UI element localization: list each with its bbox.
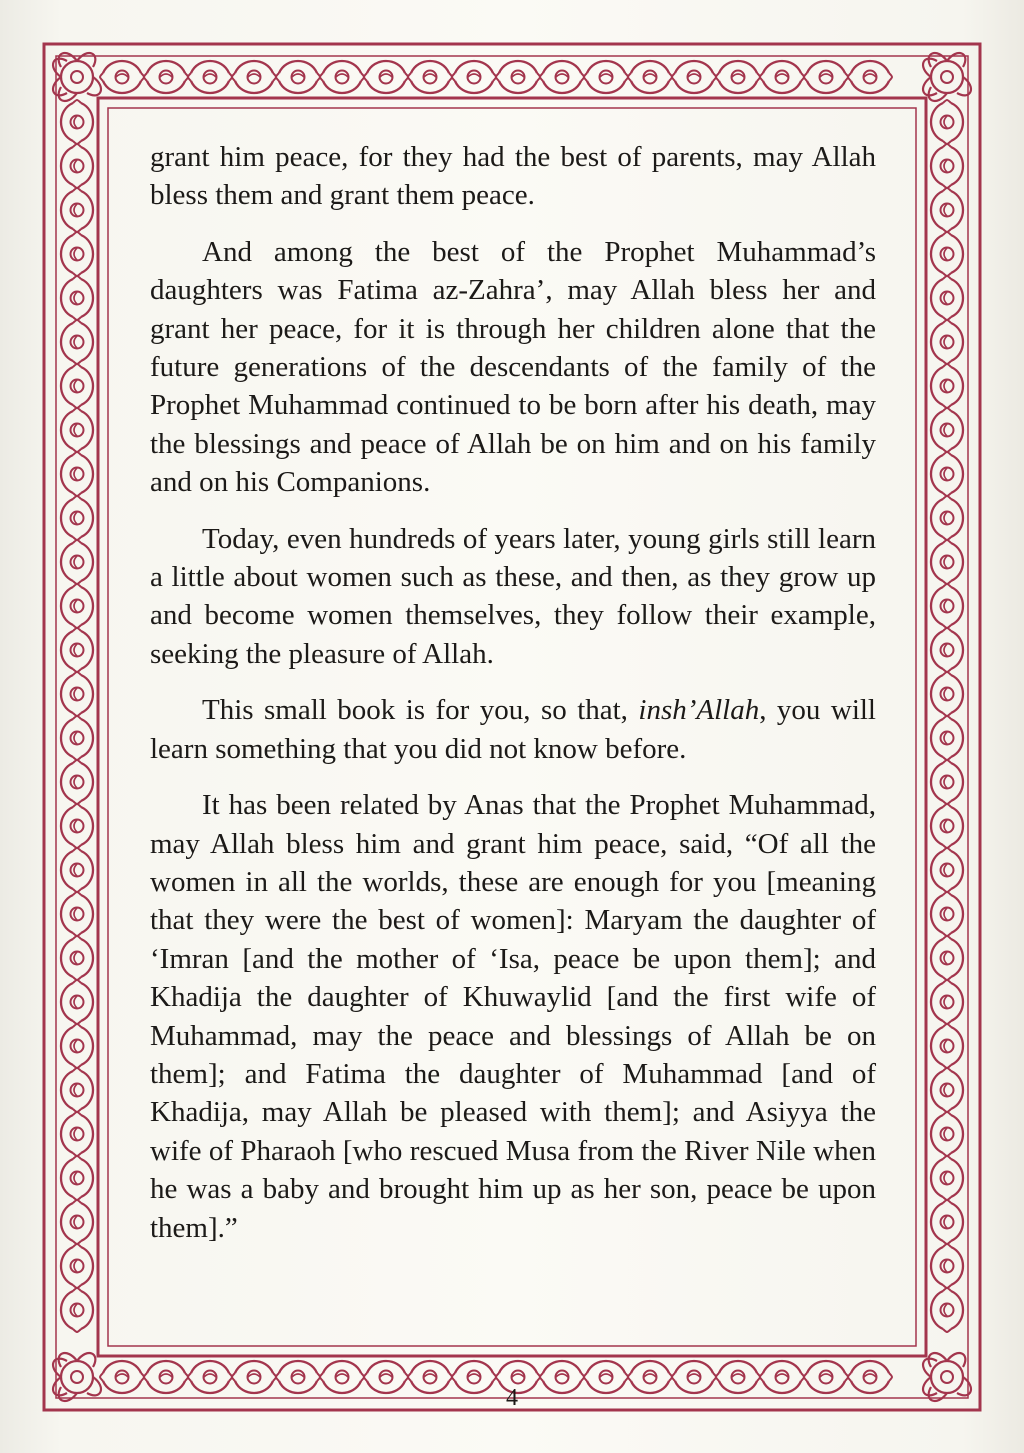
border-motif-icon	[628, 61, 672, 93]
border-motif-icon	[672, 61, 716, 93]
border-motif-icon	[931, 232, 963, 276]
border-motif-icon	[61, 364, 93, 408]
paragraph-text: This small book is for you, so that,	[202, 694, 639, 727]
border-motif-icon	[931, 628, 963, 672]
border-motif-icon	[61, 1200, 93, 1244]
border-motif-icon	[540, 61, 584, 93]
border-motif-icon	[931, 1112, 963, 1156]
border-motif-icon	[804, 61, 848, 93]
page-number: 4	[506, 1385, 518, 1411]
border-motif-icon	[931, 892, 963, 936]
border-motif-icon	[61, 1244, 93, 1288]
border-motif-icon	[61, 276, 93, 320]
border-motif-icon	[931, 1288, 963, 1332]
border-motif-icon	[931, 144, 963, 188]
border-motif-icon	[276, 61, 320, 93]
border-motif-icon	[931, 188, 963, 232]
border-motif-icon	[188, 61, 232, 93]
paragraph: It has been related by Anas that the Prophet Muhammad, may Allah bless him and grant him peace, said, “Of all the women in all the worlds, these are enough for you [meaning that they were the best of women]: Maryam the daughter of ‘Imran [and the mother of ‘Isa, peace be upon them]; and Khadija the daughter of Khuwaylid [and the first wife of Muhammad, may the peace and blessings of Allah be on them]; and Fatima the daughter of Muhammad [and of Khadija, may Allah be pleased with them]; and Asiyya the wife of Pharaoh [who rescued Musa from the River Nile when he was a baby and brought him up as her son, peace be upon them].”	[150, 789, 876, 1244]
border-motif-icon	[61, 848, 93, 892]
border-motif-icon	[232, 61, 276, 93]
border-motif-icon	[848, 61, 892, 93]
border-motif-icon	[584, 61, 628, 93]
border-motif-icon	[931, 540, 963, 584]
paragraph-text: , you will learn something that you did not know before.	[150, 694, 876, 765]
border-motif-icon	[61, 892, 93, 936]
border-motif-icon	[320, 61, 364, 93]
border-motif-icon	[931, 804, 963, 848]
border-motif-icon	[496, 61, 540, 93]
border-motif-icon	[61, 232, 93, 276]
border-motif-icon	[931, 584, 963, 628]
border-motif-icon	[61, 584, 93, 628]
border-motif-icon	[61, 672, 93, 716]
border-motif-icon	[61, 1112, 93, 1156]
border-motif-icon	[931, 980, 963, 1024]
border-motif-icon	[61, 408, 93, 452]
border-motif-icon	[61, 100, 93, 144]
border-motif-icon	[61, 716, 93, 760]
border-motif-icon	[61, 1156, 93, 1200]
border-motif-icon	[760, 61, 804, 93]
border-motif-icon	[931, 848, 963, 892]
paragraph: grant him peace, for they had the best of parents, may Allah bless them and grant them peace.	[150, 141, 876, 212]
emphasis-text: insh’Allah	[638, 694, 760, 727]
border-motif-icon	[61, 1024, 93, 1068]
border-motif-icon	[61, 1068, 93, 1112]
border-motif-icon	[716, 61, 760, 93]
border-motif-icon	[931, 1244, 963, 1288]
border-motif-icon	[100, 61, 144, 93]
paragraph: And among the best of the Prophet Muhammad’s daughters was Fatima az-Zahra’, may Allah bless her and grant her peace, for it is through her children alone that the future generations of the descendants of the family of the Prophet Muhammad continued to be born after his death, may the blessings and peace of Allah be on him and on his family and on his Companions.	[150, 235, 876, 499]
border-motif-icon	[931, 320, 963, 364]
border-motif-icon	[61, 452, 93, 496]
paragraph: Today, even hundreds of years later, young girls still learn a little about women such as these, and then, as they grow up and become women themselves, they follow their example, seeking the pleasure of Allah.	[150, 522, 876, 670]
border-motif-icon	[61, 804, 93, 848]
paragraph	[150, 691, 876, 768]
border-motif-icon	[931, 496, 963, 540]
border-motif-icon	[931, 1024, 963, 1068]
body-text	[150, 138, 876, 1265]
border-motif-icon	[931, 100, 963, 144]
border-motif-icon	[61, 540, 93, 584]
border-motif-icon	[61, 188, 93, 232]
border-motif-icon	[931, 1068, 963, 1112]
border-motif-icon	[61, 496, 93, 540]
border-motif-icon	[931, 276, 963, 320]
border-motif-icon	[931, 1200, 963, 1244]
border-motif-icon	[408, 61, 452, 93]
border-motif-icon	[931, 452, 963, 496]
border-motif-icon	[452, 61, 496, 93]
border-motif-icon	[364, 61, 408, 93]
border-motif-icon	[61, 760, 93, 804]
border-motif-icon	[931, 760, 963, 804]
border-motif-icon	[931, 936, 963, 980]
border-motif-icon	[61, 144, 93, 188]
border-motif-icon	[931, 716, 963, 760]
border-motif-icon	[931, 1156, 963, 1200]
border-motif-icon	[61, 936, 93, 980]
border-motif-icon	[144, 61, 188, 93]
border-motif-icon	[61, 320, 93, 364]
border-motif-icon	[931, 672, 963, 716]
border-motif-icon	[61, 628, 93, 672]
border-motif-icon	[61, 980, 93, 1024]
border-motif-icon	[931, 364, 963, 408]
border-motif-icon	[931, 408, 963, 452]
border-motif-icon	[61, 1288, 93, 1332]
